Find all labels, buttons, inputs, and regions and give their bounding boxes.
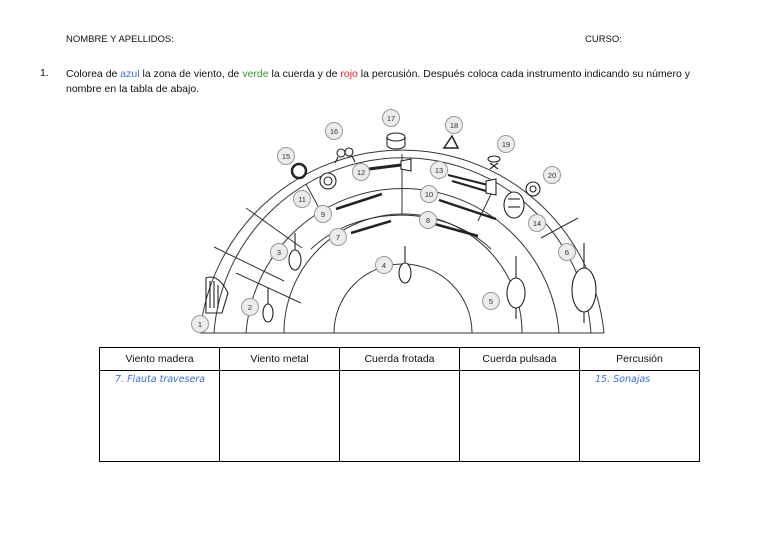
number-badge-16: [326, 123, 343, 140]
instruction-part-2: la zona de viento, de: [139, 68, 243, 80]
svg-text:4: 4: [381, 261, 387, 270]
svg-text:7: 7: [335, 233, 341, 242]
instruction-part-1: Colorea de: [66, 68, 121, 80]
violin-icon[interactable]: [289, 233, 301, 270]
number-badge-6: [559, 244, 576, 261]
svg-text:3: 3: [276, 248, 282, 257]
question-text: [66, 67, 706, 97]
svg-text:11: 11: [298, 195, 306, 204]
number-badge-4: [376, 257, 393, 274]
svg-text:2: 2: [247, 303, 253, 312]
svg-text:15: 15: [281, 152, 291, 161]
number-badge-11: [294, 191, 311, 208]
number-badge-2: [242, 299, 259, 316]
svg-text:16: 16: [329, 127, 339, 136]
name-label: NOMBRE Y APELLIDOS:: [66, 34, 174, 45]
svg-text:10: 10: [424, 190, 434, 199]
number-badge-19: [498, 136, 515, 153]
svg-text:1: 1: [197, 320, 203, 329]
svg-text:12: 12: [356, 168, 366, 177]
orchestra-diagram: [186, 103, 618, 337]
timpani-icon[interactable]: [526, 182, 540, 196]
tuba-icon[interactable]: [504, 192, 524, 218]
french-horn-icon[interactable]: [320, 173, 336, 189]
number-badge-1: [192, 316, 209, 333]
question-number: 1.: [40, 67, 49, 79]
number-badge-3: [271, 244, 288, 261]
flute-icon[interactable]: [336, 194, 382, 209]
section-divider: [541, 218, 578, 238]
double-bass-icon[interactable]: [572, 243, 596, 323]
violin-icon[interactable]: [263, 288, 273, 322]
svg-text:14: 14: [532, 219, 542, 228]
snare-drum-icon[interactable]: [387, 133, 405, 149]
table-header-row: [100, 348, 700, 371]
answer-cell-cuerda-frotada[interactable]: [340, 371, 460, 462]
number-badge-7: [330, 229, 347, 246]
svg-text:5: 5: [488, 297, 494, 306]
answer-table: [99, 347, 700, 462]
column-header-cuerda-frotada: Cuerda frotada: [340, 348, 460, 371]
red-word: rojo: [340, 68, 358, 80]
number-badge-17: [383, 110, 400, 127]
number-badge-18: [446, 117, 463, 134]
trumpet-icon[interactable]: [369, 159, 411, 171]
number-badge-5: [483, 293, 500, 310]
instruction-part-3: la cuerda y de: [268, 68, 341, 80]
svg-text:6: 6: [564, 248, 570, 257]
svg-text:17: 17: [386, 114, 396, 123]
number-badge-8: [420, 212, 437, 229]
number-badge-15: [278, 148, 295, 165]
green-word: verde: [242, 68, 269, 80]
answer-cell-viento-metal[interactable]: [220, 371, 340, 462]
number-badge-20: [544, 167, 561, 184]
cello-icon[interactable]: [507, 256, 525, 319]
section-divider: [246, 208, 302, 248]
svg-text:8: 8: [425, 216, 431, 225]
course-label: CURSO:: [585, 34, 622, 45]
svg-text:20: 20: [547, 171, 557, 180]
column-header-viento-metal: Viento metal: [220, 348, 340, 371]
svg-text:18: 18: [449, 121, 459, 130]
answer-cell-percusion[interactable]: 15. Sonajas: [580, 371, 700, 462]
column-header-viento-madera: Viento madera: [100, 348, 220, 371]
table-row: [100, 371, 700, 462]
svg-text:13: 13: [434, 166, 444, 175]
column-header-cuerda-pulsada: Cuerda pulsada: [460, 348, 580, 371]
column-header-percusion: Percusión: [580, 348, 700, 371]
answer-cell-viento-madera[interactable]: 7. Flauta travesera: [100, 371, 220, 462]
svg-text:9: 9: [320, 210, 326, 219]
number-badge-9: [315, 206, 332, 223]
number-badge-13: [431, 162, 448, 179]
cymbals-icon[interactable]: [488, 156, 500, 169]
number-badge-10: [421, 186, 438, 203]
instruction-part-4: la percusión. Después coloca cada instrumento indicando su número y nombre en la tabla de abajo.: [66, 68, 690, 95]
blue-word: azul: [120, 68, 140, 80]
number-badge-14: [529, 215, 546, 232]
svg-text:19: 19: [501, 140, 511, 149]
triangle-icon[interactable]: [444, 136, 458, 148]
clarinet-icon[interactable]: [431, 223, 478, 236]
tambourine-icon[interactable]: [292, 164, 306, 178]
trombone-icon[interactable]: [448, 175, 496, 195]
number-badge-12: [353, 164, 370, 181]
answer-cell-cuerda-pulsada[interactable]: [460, 371, 580, 462]
